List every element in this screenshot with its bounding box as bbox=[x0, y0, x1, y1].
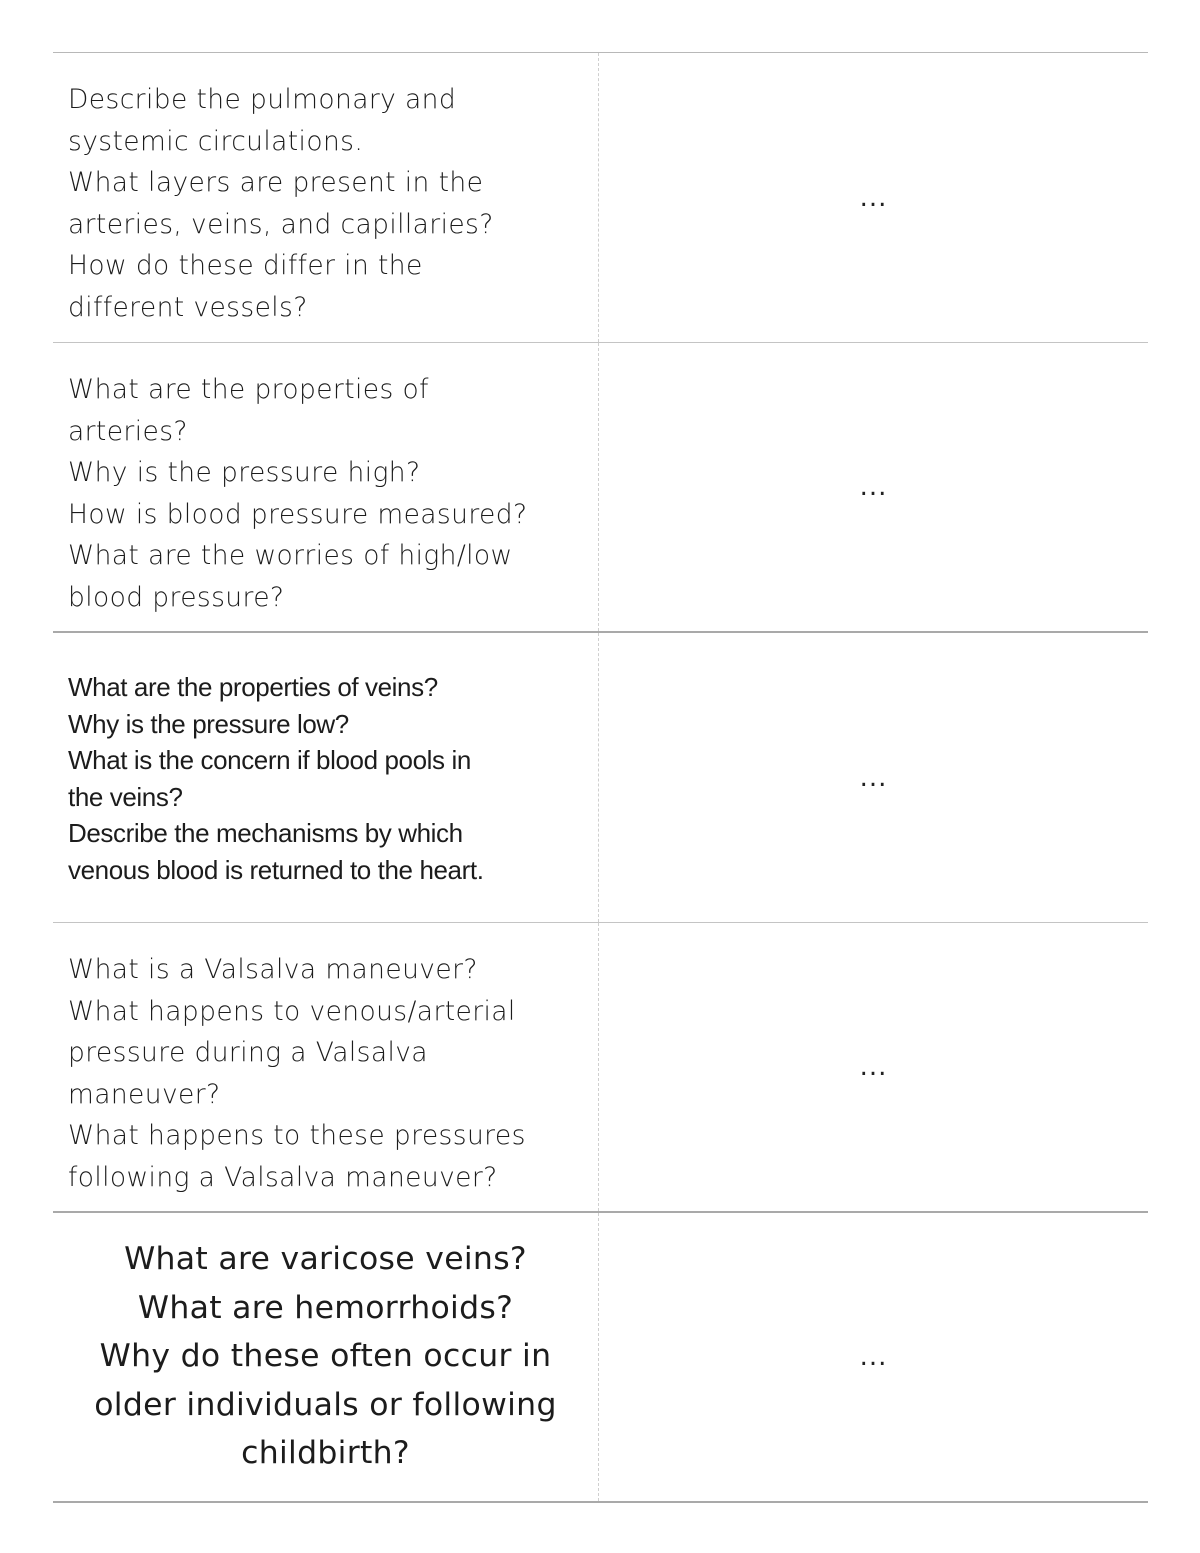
answer-cell bbox=[599, 53, 1148, 342]
question-cell bbox=[53, 1213, 599, 1501]
question-cell bbox=[53, 923, 599, 1211]
question-line: What are varicose veins? bbox=[124, 1241, 527, 1277]
answer-placeholder: ... bbox=[859, 182, 888, 213]
answer-placeholder: ... bbox=[859, 762, 888, 793]
answer-cell bbox=[599, 633, 1148, 922]
question-line: blood pressure? bbox=[68, 581, 285, 613]
question-cell bbox=[53, 633, 599, 922]
question-line: What happens to venous/arterial bbox=[68, 995, 516, 1027]
question-line: How is blood pressure measured? bbox=[68, 498, 528, 530]
question-line: arteries, veins, and capillaries? bbox=[68, 208, 494, 240]
question-line: different vessels? bbox=[68, 291, 308, 323]
question-line: Why is the pressure high? bbox=[68, 457, 421, 488]
question-line: pressure during a Valsalva bbox=[68, 1037, 428, 1068]
question-line: systemic circulations. bbox=[68, 125, 364, 157]
question-line: What are the properties of veins? bbox=[68, 672, 438, 702]
card-row-5 bbox=[53, 1213, 1148, 1503]
question-line: older individuals or following bbox=[94, 1386, 557, 1423]
question-line: the veins? bbox=[68, 781, 183, 812]
question-line: venous blood is returned to the heart. bbox=[68, 854, 484, 885]
question-line: What is a Valsalva maneuver? bbox=[68, 954, 478, 985]
answer-cell bbox=[599, 1213, 1148, 1501]
question-line: What are the worries of high/low bbox=[68, 540, 513, 571]
question-line: What is the concern if blood pools in bbox=[68, 745, 471, 775]
question-line: What layers are present in the bbox=[68, 167, 484, 198]
flashcard-table bbox=[53, 52, 1148, 1503]
question-line: How do these differ in the bbox=[68, 250, 423, 281]
question-line: What are hemorrhoids? bbox=[137, 1289, 514, 1326]
question-line: Describe the mechanisms by which bbox=[68, 818, 463, 848]
question-line: Why is the pressure low? bbox=[68, 708, 349, 739]
answer-placeholder: ... bbox=[859, 1342, 888, 1372]
answer-placeholder: ... bbox=[859, 1052, 888, 1082]
question-line: Describe the pulmonary and bbox=[68, 84, 457, 115]
question-cell bbox=[53, 53, 599, 342]
question-line: What are the properties of bbox=[68, 374, 429, 405]
card-row-1 bbox=[53, 53, 1148, 343]
question-line: arteries? bbox=[68, 415, 188, 447]
question-line: maneuver? bbox=[68, 1078, 221, 1110]
answer-placeholder: ... bbox=[859, 472, 888, 502]
question-line: following a Valsalva maneuver? bbox=[68, 1161, 498, 1193]
question-line: What happens to these pressures bbox=[68, 1120, 526, 1151]
answer-cell bbox=[599, 343, 1148, 631]
card-row-2 bbox=[53, 343, 1148, 633]
question-line: Why do these often occur in bbox=[99, 1338, 552, 1374]
question-cell bbox=[53, 343, 599, 631]
card-row-4 bbox=[53, 923, 1148, 1213]
card-row-3 bbox=[53, 633, 1148, 923]
question-line: childbirth? bbox=[241, 1435, 410, 1471]
answer-cell bbox=[599, 923, 1148, 1211]
